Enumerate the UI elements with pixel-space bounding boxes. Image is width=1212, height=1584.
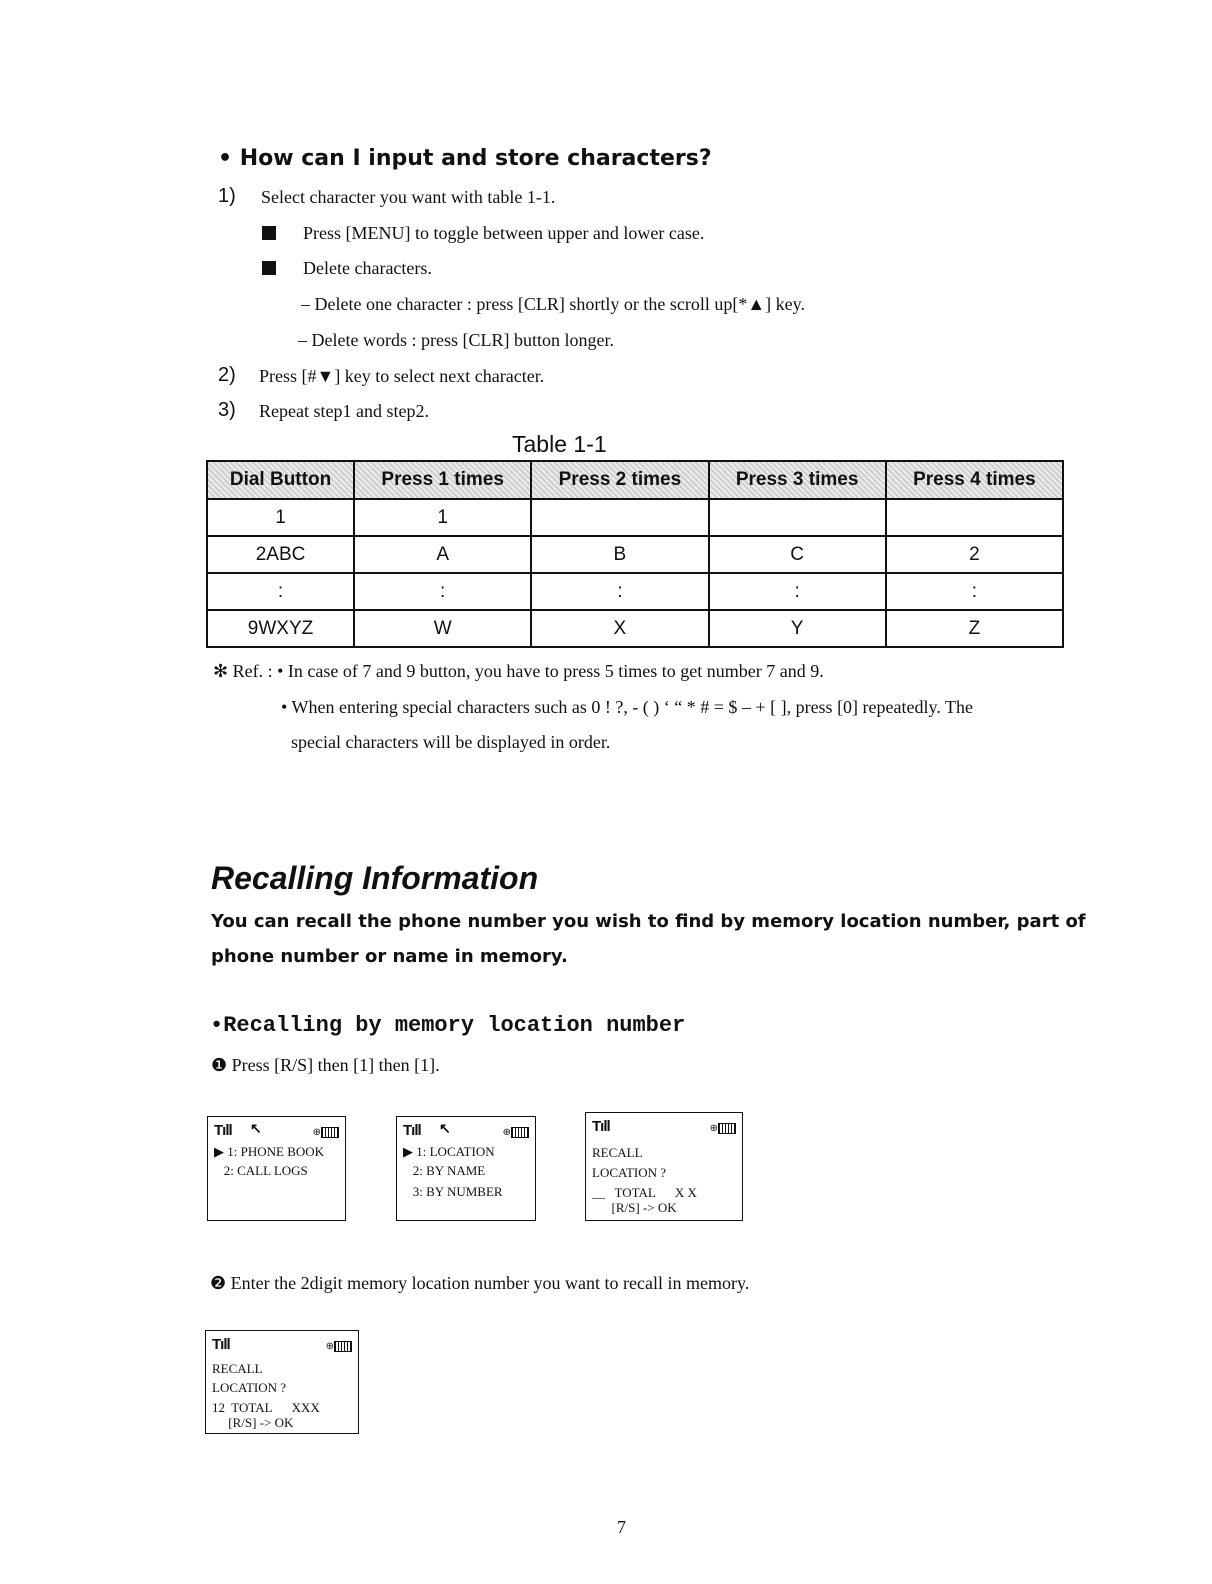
signal-strength-icon: Tıll xyxy=(212,1336,230,1353)
battery-icon: ⊕ xyxy=(710,1119,736,1138)
table-cell: 2ABC xyxy=(207,536,354,573)
signal-strength-icon: Tıll xyxy=(592,1118,610,1135)
screen-line: [R/S] -> OK xyxy=(212,1415,294,1430)
table-cell: 9WXYZ xyxy=(207,610,354,647)
table-cell: 2 xyxy=(886,536,1063,573)
screen-line: LOCATION ? xyxy=(212,1380,287,1395)
antenna-icon: ↖ xyxy=(439,1122,451,1137)
table-cell: : xyxy=(531,573,708,610)
phone-screen-recall-empty xyxy=(585,1112,743,1221)
battery-icon: ⊕ xyxy=(326,1337,352,1356)
step-text-2: Press [#▼] key to select next character. xyxy=(259,366,545,386)
special-chars-note-line2: special characters will be displayed in order. xyxy=(291,732,611,752)
header-press-4: Press 4 times xyxy=(886,461,1063,499)
table-cell: : xyxy=(354,573,531,610)
square-bullet-icon xyxy=(262,261,276,280)
ref-note: ✻ Ref. : • In case of 7 and 9 button, you have to press 5 times to get number 7 and 9. xyxy=(213,661,824,681)
screen-line: [R/S] -> OK xyxy=(592,1200,677,1215)
sub-item-delete: Delete characters. xyxy=(303,258,432,278)
table-cell: B xyxy=(531,536,708,573)
page-number: 7 xyxy=(617,1517,626,1537)
table-cell: C xyxy=(709,536,886,573)
screen-line: RECALL xyxy=(212,1361,263,1376)
phone-screen-menu xyxy=(207,1116,346,1221)
table-cell: : xyxy=(709,573,886,610)
screen-line: __ TOTAL X X xyxy=(592,1185,697,1200)
battery-icon: ⊕ xyxy=(313,1123,339,1142)
antenna-icon: ↖ xyxy=(250,1122,262,1137)
step-text-1: Select character you want with table 1-1. xyxy=(261,187,556,207)
screen-line: 2: BY NAME xyxy=(403,1163,486,1178)
screen-line: 12 TOTAL XXX xyxy=(212,1400,320,1415)
header-press-1: Press 1 times xyxy=(354,461,531,499)
table-row xyxy=(207,499,1063,536)
dash-item-delete-one: – Delete one character : press [CLR] shortly or the scroll up[*▲] key. xyxy=(301,294,805,314)
table-cell: A xyxy=(354,536,531,573)
header-dial-button: Dial Button xyxy=(207,461,354,499)
table-cell: W xyxy=(354,610,531,647)
intro-line2: phone number or name in memory. xyxy=(211,946,568,967)
recall-step-1: ❶ Press [R/S] then [1] then [1]. xyxy=(211,1055,440,1075)
screen-line: 2: CALL LOGS xyxy=(214,1163,308,1178)
table-cell: Z xyxy=(886,610,1063,647)
sub-item-case-toggle: Press [MENU] to toggle between upper and lower case. xyxy=(303,223,705,243)
step-number-3: 3) xyxy=(218,399,236,421)
table-cell: Y xyxy=(709,610,886,647)
table-cell: : xyxy=(886,573,1063,610)
recall-step-2: ❷ Enter the 2digit memory location number you want to recall in memory. xyxy=(210,1273,750,1293)
table-cell: : xyxy=(207,573,354,610)
step-number-2: 2) xyxy=(218,364,236,386)
screen-line: 3: BY NUMBER xyxy=(403,1184,503,1199)
step-text-3: Repeat step1 and step2. xyxy=(259,401,429,421)
signal-strength-icon: Tıll xyxy=(214,1122,232,1139)
table-cell: X xyxy=(531,610,708,647)
special-chars-note-line1: • When entering special characters such as 0 ! ?, - ( ) ‘ “ * # = $ – + [ ], press [0] repeatedly. The xyxy=(281,697,973,717)
screen-line: ▶ 1: PHONE BOOK xyxy=(214,1144,325,1159)
intro-line1: You can recall the phone number you wish to find by memory location number, part of xyxy=(211,911,1086,932)
table-caption: Table 1-1 xyxy=(512,431,607,457)
heading-bullet: • xyxy=(218,146,233,171)
section-heading-input xyxy=(218,146,712,171)
table-cell: 1 xyxy=(354,499,531,536)
step-number-1: 1) xyxy=(218,185,236,207)
phone-screen-phonebook xyxy=(396,1116,536,1221)
table-header-row xyxy=(207,461,1063,499)
header-press-3: Press 3 times xyxy=(709,461,886,499)
table-cell: 1 xyxy=(207,499,354,536)
table-cell xyxy=(531,499,708,536)
table-cell xyxy=(709,499,886,536)
screen-line: LOCATION ? xyxy=(592,1165,667,1180)
table-cell xyxy=(886,499,1063,536)
table-row xyxy=(207,610,1063,647)
header-press-2: Press 2 times xyxy=(531,461,708,499)
battery-icon: ⊕ xyxy=(503,1123,529,1142)
section-title-recalling: Recalling Information xyxy=(211,860,539,896)
dash-item-delete-words: – Delete words : press [CLR] button longer. xyxy=(298,330,614,350)
square-bullet-icon xyxy=(262,226,276,245)
character-table xyxy=(206,460,1064,648)
heading-text: How can I input and store characters? xyxy=(239,146,712,171)
phone-screen-recall-entered xyxy=(205,1330,359,1434)
signal-strength-icon: Tıll xyxy=(403,1122,421,1139)
table-row xyxy=(207,536,1063,573)
sub-heading-memory-location: •Recalling by memory location number xyxy=(210,1013,686,1038)
table-row xyxy=(207,573,1063,610)
screen-line: RECALL xyxy=(592,1145,643,1160)
screen-line: ▶ 1: LOCATION xyxy=(403,1144,495,1159)
